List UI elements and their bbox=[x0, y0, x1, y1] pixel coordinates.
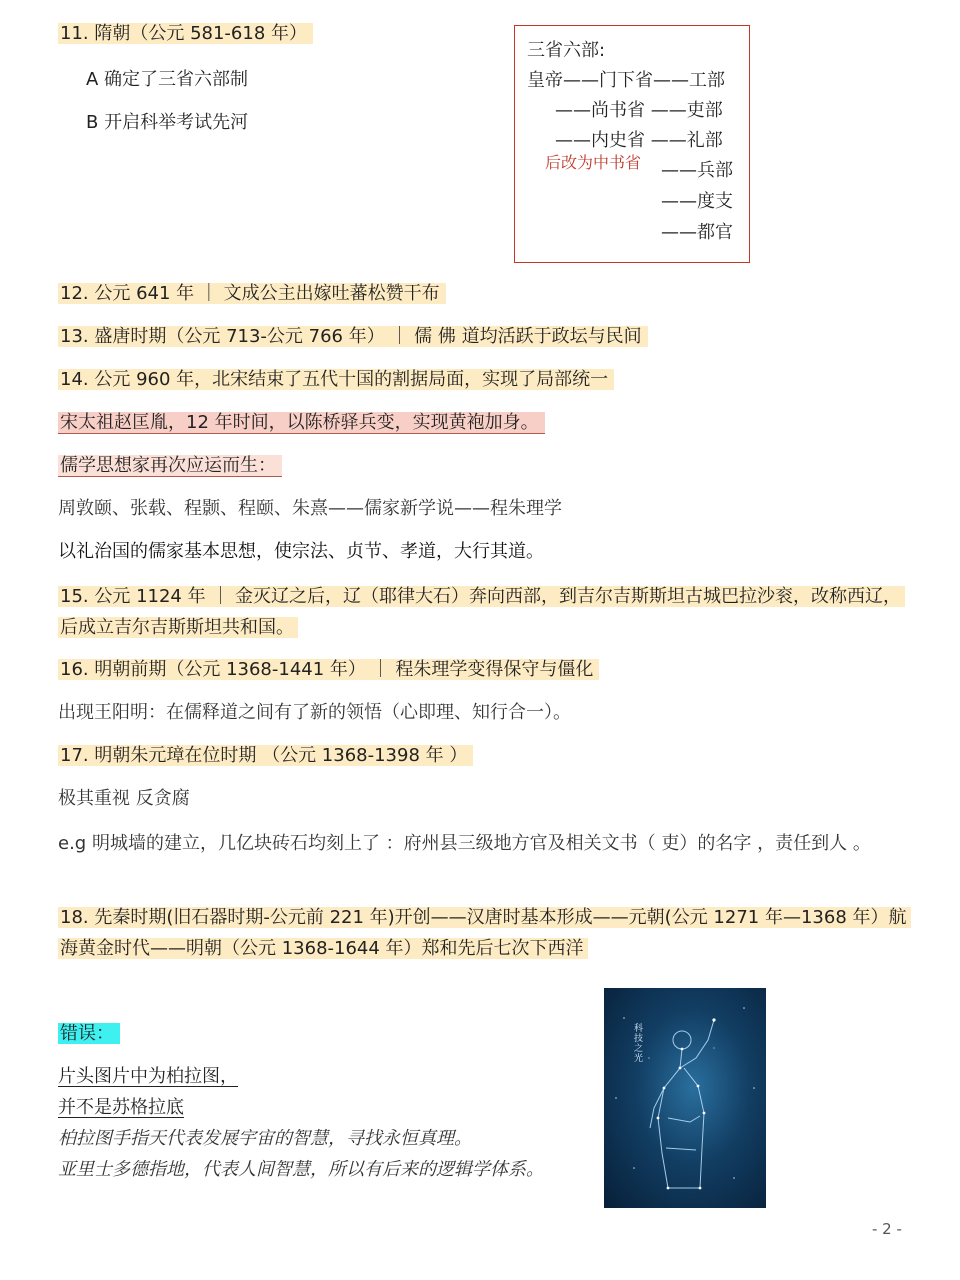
item-15: 15. 公元 1124 年 ｜ 金灭辽之后，辽（耶律大石）奔向西部，到吉尔吉斯斯坦古城巴拉沙衮，改称西辽，后成立吉尔吉斯斯坦共和国。 bbox=[58, 581, 908, 643]
diagram-row-4: ——兵部 bbox=[661, 160, 733, 181]
item-12: 12. 公元 641 年 ｜ 文成公主出嫁吐蕃松赞干布 bbox=[58, 279, 446, 309]
diagram-row-2: ——尚书省 ——吏部 bbox=[555, 100, 723, 121]
item-16-line-2: 出现王阳明：在儒释道之间有了新的领悟（心即理、知行合一）。 bbox=[58, 702, 571, 723]
diagram-row-5: ——度支 bbox=[661, 191, 733, 212]
errata-line-2: 并不是苏格拉底 bbox=[58, 1097, 184, 1118]
errata-label: 错误： bbox=[58, 1019, 120, 1049]
diagram-row-3: ——内史省 ——礼部 bbox=[555, 130, 723, 151]
item-11-point-b: B 开启科举考试先河 bbox=[86, 112, 249, 133]
image-caption: 科技之光 bbox=[634, 1024, 645, 1064]
item-14-line-2: 宋太祖赵匡胤，12 年时间，以陈桥驿兵变，实现黄袍加身。 bbox=[58, 408, 545, 438]
page-number: - 2 - bbox=[872, 1220, 902, 1238]
item-14-line-5: 以礼治国的儒家基本思想，使宗法、贞节、孝道，大行其道。 bbox=[58, 541, 544, 562]
constellation-figure-image bbox=[604, 988, 766, 1208]
errata-line-3: 柏拉图手指天代表发展宇宙的智慧，寻找永恒真理。 bbox=[58, 1128, 472, 1149]
item-17-line-3: e.g 明城墙的建立，几亿块砖石均刻上了 ：府州县三级地方官及相关文书（ 吏）的名字 ，责任到人 。 bbox=[58, 833, 871, 854]
three-departments-diagram bbox=[514, 25, 750, 263]
diagram-row-1: 皇帝——门下省——工部 bbox=[527, 70, 725, 91]
item-13: 13. 盛唐时期（公元 713-公元 766 年） ｜ 儒 佛 道均活跃于政坛与民间 bbox=[58, 322, 648, 352]
item-14-line-4: 周敦颐、张载、程颢、程颐、朱熹——儒家新学说——程朱理学 bbox=[58, 498, 562, 519]
errata-line-1: 片头图片中为柏拉图， bbox=[58, 1066, 238, 1087]
item-17-line-2: 极其重视 反贪腐 bbox=[58, 788, 190, 809]
item-14-title: 14. 公元 960 年，北宋结束了五代十国的割据局面，实现了局部统一 bbox=[58, 365, 614, 395]
errata-line-4: 亚里士多德指地，代表人间智慧，所以有后来的逻辑学体系。 bbox=[58, 1159, 544, 1180]
item-17-title: 17. 明朝朱元璋在位时期 （公元 1368-1398 年 ） bbox=[58, 741, 473, 771]
item-11-point-a: A 确定了三省六部制 bbox=[86, 69, 249, 90]
item-16-title: 16. 明朝前期（公元 1368-1441 年） ｜ 程朱理学变得保守与僵化 bbox=[58, 655, 599, 685]
item-14-line-3: 儒学思想家再次应运而生： bbox=[58, 451, 282, 481]
diagram-title: 三省六部: bbox=[527, 40, 606, 61]
diagram-row-6: ——都官 bbox=[661, 222, 733, 243]
item-18: 18. 先秦时期(旧石器时期-公元前 221 年)开创——汉唐时基本形成——元朝(公元 1271 年—1368 年）航海黄金时代——明朝（公元 1368-1644 年）郑和先后七次下西洋 bbox=[58, 902, 908, 964]
constellation-figure-drawing bbox=[604, 988, 766, 1208]
diagram-note: 后改为中书省 bbox=[545, 153, 642, 172]
item-11-title: 11. 隋朝（公元 581-618 年） bbox=[58, 19, 313, 49]
